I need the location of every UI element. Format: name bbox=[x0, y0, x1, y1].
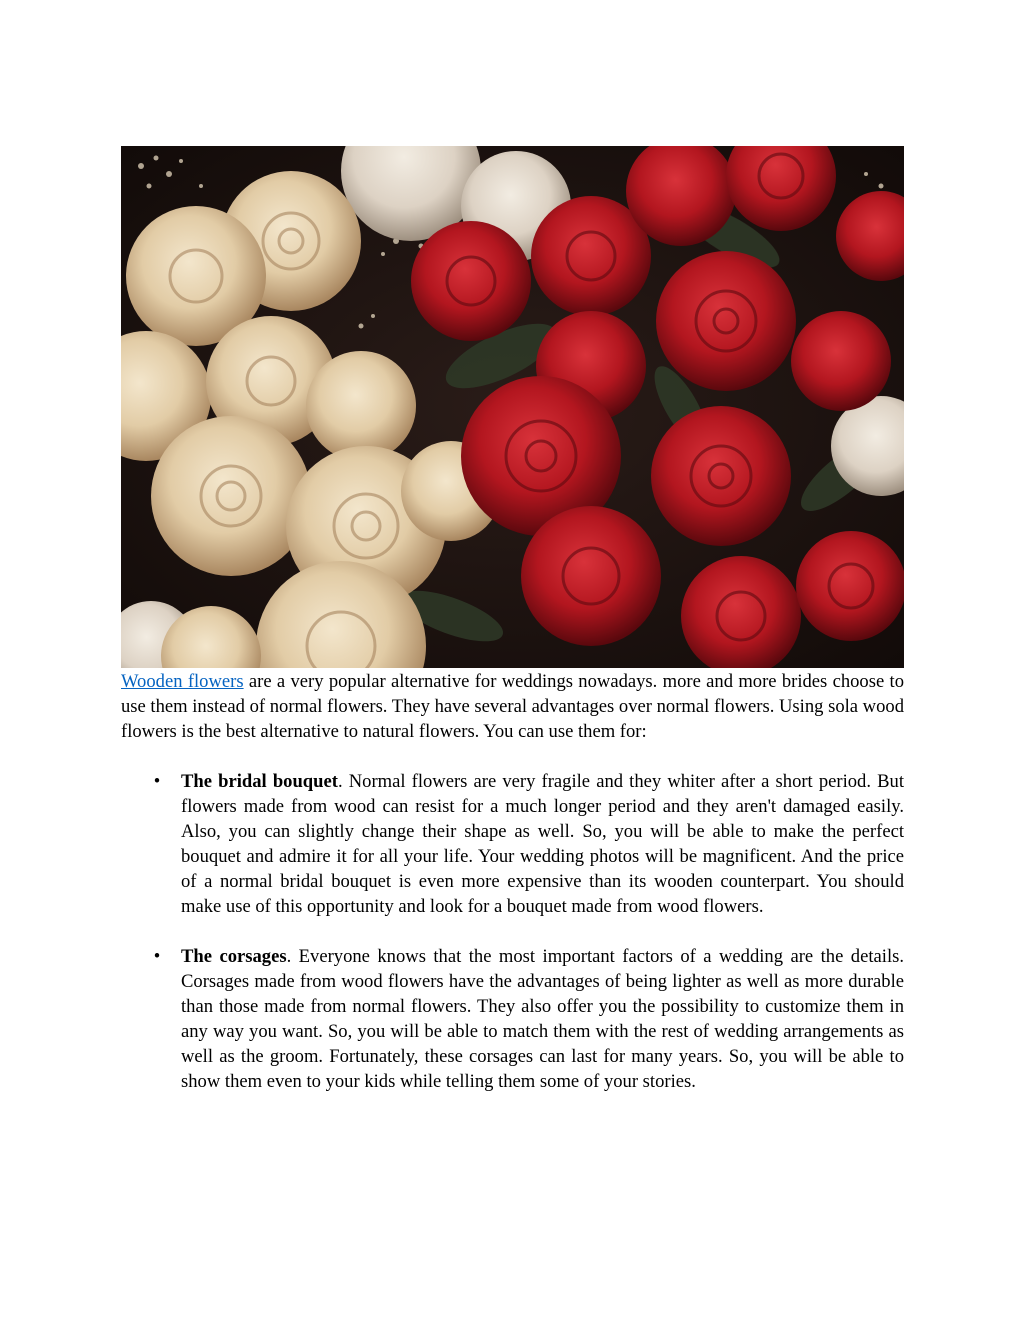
intro-text: are a very popular alternative for weddings nowadays. more and more brides choose to use them instead of normal flowers. They have several advantages over normal flowers. Using sola wood flowers is the best alternative to natural flowers. You can use them for: bbox=[121, 671, 904, 742]
list-item-text: . Normal flowers are very fragile and they whiter after a short period. But flowers made from wood can resist for a much longer period and they aren't damaged easily. Also, you can slightly change their shape as well. So, you will be able to make the perfect bouquet and admire it for all your life. Your wedding photos will be magnificent. And the price of a normal bridal bouquet is even more expensive than its wooden counterpart. You should make use of this opportunity and look for a bouquet made from wood flowers. bbox=[181, 771, 904, 917]
list-item-term: The corsages bbox=[181, 946, 287, 967]
roses-illustration bbox=[121, 146, 904, 668]
wooden-flowers-link[interactable]: Wooden flowers bbox=[121, 671, 244, 692]
intro-paragraph bbox=[121, 669, 904, 744]
list-item-bridal-bouquet bbox=[121, 769, 904, 919]
roses-photo bbox=[121, 146, 904, 668]
article-body bbox=[121, 669, 904, 1119]
bullet-icon bbox=[151, 769, 163, 794]
uses-list bbox=[121, 769, 904, 1094]
list-item-text: . Everyone knows that the most important factors of a wedding are the details. Corsages made from wood flowers have the advantages of being lighter as well as more durable than those made from normal flowers. They also offer you the possibility to customize them in any way you want. So, you will be able to match them with the rest of wedding arrangements as well as the groom. Fortunately, these corsages can last for many years. So, you will be able to show them even to your kids while telling them some of your stories. bbox=[181, 946, 904, 1092]
list-item-corsages bbox=[121, 944, 904, 1094]
bullet-icon bbox=[151, 944, 163, 969]
list-item-term: The bridal bouquet bbox=[181, 771, 338, 792]
